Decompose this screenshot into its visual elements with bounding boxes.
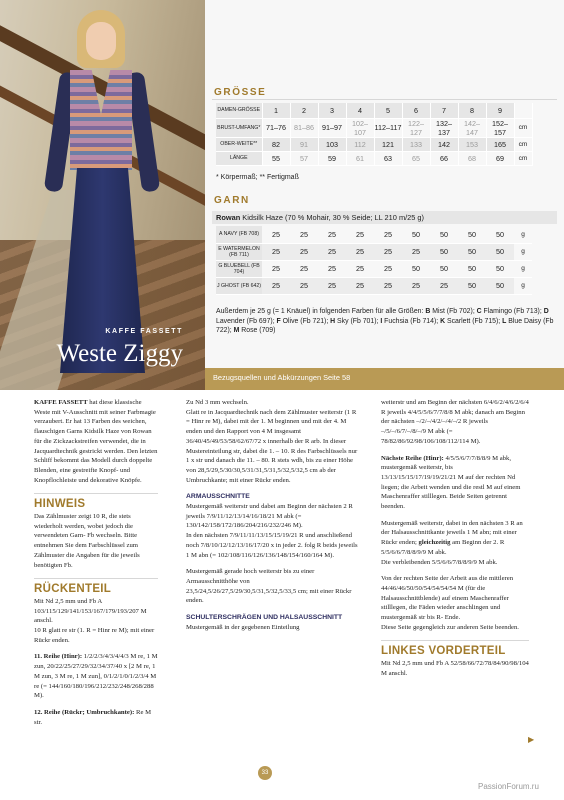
table-cell: 25 bbox=[290, 260, 318, 277]
intro-text: hat diese klassische Weste mit V-Ausschnitt mit seiner Farbmagie verzaubert. Er hat 13 Farben des weichen, flauschigen Garns Kidsilk Haze von Rowan für die Zickzackstreifen verwendet, die in Jacquardtechnik gestrickt werden. Den letzten Schliff bekommt das Modell durch doppelte Blenden, eine gestreifte Knopf- und Knopflochleiste und dekorative Knöpfe. bbox=[34, 399, 158, 484]
paragraph: Mustergemäß gerade hoch weiterstr bis zu einer Armausschnitthöhe von 23,5/24,5/26/27,5/29/30,5/31,5/32,5/33,5 cm; mit einer Rückr enden. bbox=[186, 568, 352, 605]
table-row bbox=[216, 151, 532, 165]
unit-label: g bbox=[514, 277, 532, 294]
table-cell: 25 bbox=[402, 243, 430, 260]
table-cell: 25 bbox=[374, 260, 402, 277]
table-cell: 25 bbox=[346, 260, 374, 277]
intro-paragraph bbox=[34, 398, 158, 485]
page-number: 33 bbox=[258, 766, 272, 780]
yarn-note bbox=[216, 307, 558, 336]
table-cell: 66 bbox=[430, 151, 458, 165]
table-cell: 50 bbox=[458, 226, 486, 243]
table-cell: 25 bbox=[346, 243, 374, 260]
table-cell: 50 bbox=[430, 226, 458, 243]
unit-label: g bbox=[514, 226, 532, 243]
color-key: H bbox=[330, 317, 336, 325]
table-row bbox=[216, 118, 532, 137]
yarn-spec: Kidsilk Haze (70 % Mohair, 30 % Seide; LL 210 m/25 g) bbox=[240, 213, 424, 222]
table-cell: 55 bbox=[262, 151, 290, 165]
text-column-2 bbox=[186, 398, 361, 639]
unit-label: g bbox=[514, 243, 532, 260]
paragraph: Mit Nd 2,5 mm und Fb A 52/58/66/72/78/84/90/98/104 M anschl. bbox=[381, 660, 529, 677]
table-cell: 25 bbox=[262, 243, 290, 260]
color-key: L bbox=[502, 317, 507, 325]
table-cell: 25 bbox=[374, 226, 402, 243]
table-cell: 50 bbox=[486, 260, 514, 277]
table-cell: 82 bbox=[262, 137, 290, 151]
section-heading: HINWEIS bbox=[34, 493, 158, 510]
size-number: 8 bbox=[458, 103, 486, 118]
unit-label: cm bbox=[514, 118, 532, 137]
section-heading: LINKES VORDERTEIL bbox=[381, 640, 529, 657]
size-number: 7 bbox=[430, 103, 458, 118]
table-cell: 50 bbox=[430, 260, 458, 277]
yarn-brand: Rowan bbox=[216, 213, 241, 222]
color-key: C bbox=[476, 308, 482, 315]
designer-name: KAFFE FASSETT bbox=[34, 399, 88, 406]
table-cell: 50 bbox=[486, 243, 514, 260]
page-title: Weste Ziggy bbox=[56, 340, 183, 367]
color-name: Olive (Fb 721); bbox=[280, 317, 331, 325]
table-cell: 25 bbox=[346, 277, 374, 294]
table-cell: 25 bbox=[402, 277, 430, 294]
table-cell: 71–76 bbox=[262, 118, 290, 137]
table-cell: 91 bbox=[290, 137, 318, 151]
size-footnote: * Körpermaß; ** Fertigmaß bbox=[216, 174, 299, 181]
designer-kicker: KAFFE FASSETT bbox=[105, 328, 183, 335]
row-text: Re M str. bbox=[34, 708, 152, 726]
table-cell: 103 bbox=[318, 137, 346, 151]
table-cell: 152–157 bbox=[486, 118, 514, 137]
color-name: Blue Daisy (Fb 722); bbox=[216, 317, 554, 335]
size-table bbox=[216, 103, 533, 166]
table-cell: 63 bbox=[374, 151, 402, 165]
section-heading: RÜCKENTEIL bbox=[34, 578, 158, 595]
table-cell: 142–147 bbox=[458, 118, 486, 137]
table-cell: 68 bbox=[458, 151, 486, 165]
table-cell: 61 bbox=[346, 151, 374, 165]
table-cell: 112–117 bbox=[374, 118, 402, 137]
table-cell: 25 bbox=[430, 277, 458, 294]
sizes-heading: GRÖSSE bbox=[214, 87, 267, 98]
table-cell: 50 bbox=[430, 243, 458, 260]
table-cell: 59 bbox=[318, 151, 346, 165]
table-cell: 25 bbox=[262, 260, 290, 277]
table-cell: 50 bbox=[402, 226, 430, 243]
table-cell: 50 bbox=[458, 260, 486, 277]
table-cell: 25 bbox=[262, 226, 290, 243]
paragraph bbox=[34, 708, 158, 727]
paragraph: Das Zählmuster zeigt 10 R, die stets wiederholt werden, wobei jedoch die verwendeten Garn- Fb wechseln. Bitte entnehmen Sie dem Farbschlüssel zum Zählmuster die Angaben für die jeweils benötigten Fb. bbox=[34, 513, 140, 569]
size-number: 4 bbox=[346, 103, 374, 118]
table-cell: 153 bbox=[458, 137, 486, 151]
table-row bbox=[216, 277, 532, 294]
subsection-heading: ARMAUSSCHNITTE bbox=[186, 493, 250, 501]
yarn-heading: GARN bbox=[214, 195, 250, 206]
table-row-label: J GHOST (FB 642) bbox=[216, 277, 262, 294]
table-cell: 25 bbox=[318, 226, 346, 243]
unit-label: cm bbox=[514, 151, 532, 165]
paragraph: Von der rechten Seite der Arbeit aus die mittleren 44/46/46/50/50/54/54/54/54 M (für die Halsausschnittblende) auf einem Maschenraffer stilllegen, die Fäden wieder anschlingen und mustergemäß str bis R- Ende. bbox=[381, 575, 514, 622]
color-name: Rose (709) bbox=[239, 327, 276, 335]
row-label: 11. Reihe (Hinr): bbox=[34, 653, 83, 661]
table-cell: 132–137 bbox=[430, 118, 458, 137]
text-run: am Beginn der 2. R 5/5/6/6/7/8/8/9/9 M abk. bbox=[381, 539, 505, 556]
table-cell: 65 bbox=[402, 151, 430, 165]
size-number: 1 bbox=[262, 103, 290, 118]
text-column-1 bbox=[34, 398, 158, 734]
table-cell: 50 bbox=[486, 226, 514, 243]
paragraph: weiterstr und am Beginn der nächsten 6/4/6/2/4/6/2/6/4 R jeweils 4/4/5/5/6/7/7/8/8 M abk; danach am Beginn der nächsten –/2/–/4/2/–/4/–/2 R jeweils –/5/–/6/7/–/8/–/9 M abk (= 78/82/86/92/98/106/108/112/114 M). bbox=[381, 399, 529, 445]
color-name: Lavender (Fb 697); bbox=[216, 317, 277, 325]
color-name: Fuchsia (Fb 714); bbox=[382, 317, 441, 325]
row-label: Nächste Reihe (Hinr): bbox=[381, 454, 444, 462]
table-row-label: A NAVY (FB 708) bbox=[216, 226, 262, 243]
paragraph: 10 R glatt re str (1. R = Hinr re M); mit einer Rückr enden. bbox=[34, 627, 155, 644]
table-cell: 121 bbox=[374, 137, 402, 151]
table-row bbox=[216, 137, 532, 151]
continue-arrow-icon: ▶ bbox=[528, 735, 535, 744]
table-cell: 25 bbox=[290, 243, 318, 260]
table-row-label: DAMEN-GRÖSSE bbox=[216, 103, 262, 118]
paragraph: Diese Seite gegengleich zur anderen Seite beenden. bbox=[381, 623, 519, 631]
table-row-label: E WATERMELON (FB 711) bbox=[216, 243, 262, 260]
table-cell: 25 bbox=[318, 277, 346, 294]
paragraph bbox=[381, 519, 529, 558]
paragraph: Die verbleibenden 5/5/6/6/7/8/8/9/9 M abk. bbox=[381, 558, 498, 566]
table-row bbox=[216, 103, 532, 118]
paragraph bbox=[381, 454, 529, 512]
color-name: Mist (Fb 702); bbox=[430, 308, 477, 315]
table-row bbox=[216, 226, 532, 243]
source-bar: Bezugsquellen und Abkürzungen Seite 58 bbox=[205, 368, 564, 390]
row-text: 1/2/2/3/4/3/4/4/3 M re, 1 M zun, 20/22/25/27/29/32/34/37/40 x [2 M re, 1 M zun, 3 M re, 1 M zun], 0/1/2/1/0/1/2/3/4 M re (= 144/160/180/196/212/232/248/268/288 M). bbox=[34, 653, 158, 700]
table-cell: 50 bbox=[402, 260, 430, 277]
yarn-note-text: Außerdem je 25 g (= 1 Knäuel) in folgenden Farben für alle Größen: bbox=[216, 308, 426, 315]
paragraph: Mustergemäß weiterstr und dabei am Beginn der nächsten 2 R jeweils 7/9/11/12/13/14/16/18/21 M abk (= 130/142/158/172/186/204/216/232/246 M). bbox=[186, 503, 353, 530]
table-row-label: LÄNGE bbox=[216, 151, 262, 165]
table-cell: 102–107 bbox=[346, 118, 374, 137]
table-cell: 91–97 bbox=[318, 118, 346, 137]
color-key: M bbox=[233, 327, 240, 335]
paragraph: In den nächsten 7/9/11/11/13/15/15/19/21 R und anschließend noch 7/8/10/12/12/13/16/17/20 x in jeder 2. folg R beids jeweils 1 M abn (= 102/108/116/126/136/148/154/160/164 M). bbox=[186, 532, 358, 559]
table-cell: 25 bbox=[262, 277, 290, 294]
table-cell: 25 bbox=[374, 277, 402, 294]
table-cell: 25 bbox=[318, 243, 346, 260]
emphasis: gleichzeitig bbox=[418, 539, 451, 547]
size-number: 5 bbox=[374, 103, 402, 118]
paragraph: Zu Nd 3 mm wechseln. bbox=[186, 399, 249, 406]
color-key: D bbox=[543, 308, 549, 315]
watermark: PassionForum.ru bbox=[478, 782, 539, 791]
color-key: F bbox=[276, 317, 281, 325]
yarn-table bbox=[216, 226, 532, 295]
table-cell: 122–127 bbox=[402, 118, 430, 137]
table-cell: 50 bbox=[486, 277, 514, 294]
table-row-label: BRUST-UMFANG* bbox=[216, 118, 262, 137]
table-cell: 25 bbox=[374, 243, 402, 260]
row-text: 4/5/5/6/7/7/8/8/9 M abk, mustergemäß weiterstr, bis 13/13/15/15/17/19/19/21/21 M auf der rechten Nd liegen; die Arbeit wenden und die restl M auf einem Maschenraffer stilllegen. Beide Seiten getrennt beenden. bbox=[381, 454, 521, 511]
table-row-label: G BLUEBELL (FB 704) bbox=[216, 260, 262, 277]
table-row bbox=[216, 243, 532, 260]
table-cell: 50 bbox=[458, 243, 486, 260]
color-name: Flamingo (Fb 713); bbox=[481, 308, 544, 315]
size-number: 9 bbox=[486, 103, 514, 118]
table-cell: 165 bbox=[486, 137, 514, 151]
table-cell: 142 bbox=[430, 137, 458, 151]
subsection-heading: SCHULTERSCHRÄGEN UND HALSAUSSCHNITT bbox=[186, 614, 343, 622]
table-cell: 25 bbox=[346, 226, 374, 243]
unit-label: cm bbox=[514, 137, 532, 151]
size-number: 2 bbox=[290, 103, 318, 118]
row-label: 12. Reihe (Rückr; Umbruchkante): bbox=[34, 708, 135, 716]
table-cell: 50 bbox=[458, 277, 486, 294]
paragraph: Mustergemäß in der gegebenen Einteilung bbox=[186, 623, 300, 631]
table-cell: 57 bbox=[290, 151, 318, 165]
title-block bbox=[0, 322, 205, 390]
paragraph bbox=[34, 652, 158, 701]
color-key: I bbox=[380, 317, 383, 325]
table-row-label: OBER-WEITE** bbox=[216, 137, 262, 151]
size-number: 3 bbox=[318, 103, 346, 118]
table-cell: 25 bbox=[290, 226, 318, 243]
text-run: Mustergemäß weiterstr, dabei in den nächsten 3 R an der Halsausschnittkante jeweils 1 M abn; mit einer Rückr enden; bbox=[381, 519, 523, 547]
table-cell: 133 bbox=[402, 137, 430, 151]
text-column-3 bbox=[381, 398, 529, 686]
table-cell: 81–86 bbox=[290, 118, 318, 137]
table-row bbox=[216, 260, 532, 277]
color-key: B bbox=[425, 308, 431, 315]
paragraph: Glatt re in Jacquardtechnik nach dem Zählmuster weiterstr (1 R = Hinr re M), dabei mit der 1. M beginnen und mit der 4. M enden und den Rapport von 4 M insgesamt 36/40/45/49/53/58/62/67/72 x innerhalb der R arb. In dieser Mustereinteilung str, dabei die 1. – 10. R des Farbschlüssels nur 1 x str und danach die 11. – 80. R stets wdh, bis zu einer Höhe von 28,5/29,5/30/30,5/31/31,5/31,5/32,5/32,5 cm ab der Umbruchkante; mit einer Rückr enden. bbox=[186, 408, 358, 484]
table-cell: 112 bbox=[346, 137, 374, 151]
color-name: Sky (Fb 701); bbox=[335, 317, 381, 325]
color-name: Scarlett (Fb 715); bbox=[445, 317, 503, 325]
color-key: K bbox=[440, 317, 446, 325]
divider bbox=[212, 99, 557, 100]
table-cell: 69 bbox=[486, 151, 514, 165]
table-cell: 25 bbox=[290, 277, 318, 294]
paragraph: Mit Nd 2,5 mm und Fb A 103/115/129/141/153/167/179/193/207 M anschl. bbox=[34, 597, 147, 625]
unit-label: g bbox=[514, 260, 532, 277]
size-number: 6 bbox=[402, 103, 430, 118]
yarn-description bbox=[212, 211, 557, 224]
table-cell: 25 bbox=[318, 260, 346, 277]
